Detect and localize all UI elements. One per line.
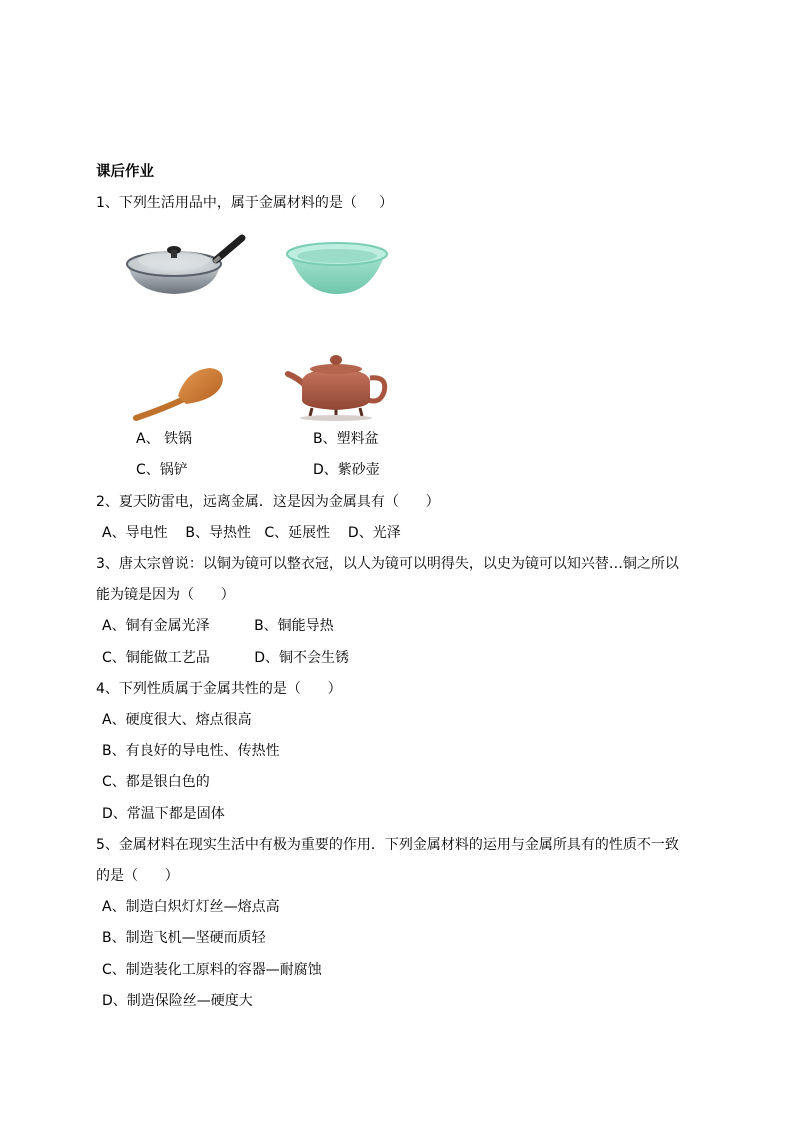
q1-option-a: A、 铁锅 — [136, 431, 193, 447]
q1-option-c: C、锅铲 — [136, 462, 188, 478]
q4-option-c: C、都是银白色的 — [102, 774, 210, 790]
plastic-basin-picture — [283, 240, 391, 296]
q3-options-row2: C、铜能做工艺品 D、铜不会生锈 — [102, 650, 350, 666]
q1-option-d: D、紫砂壶 — [313, 462, 380, 478]
clay-teapot-picture — [284, 348, 392, 422]
q4-option-d: D、常温下都是固体 — [102, 806, 225, 822]
question-5-stem-line2: 的是（ ） — [96, 868, 179, 884]
q3-options-row1: A、铜有金属光泽 B、铜能导热 — [102, 618, 334, 634]
question-4-stem: 4、下列性质属于金属共性的是（ ） — [96, 681, 342, 697]
question-3-stem-line1: 3、唐太宗曾说：以铜为镜可以整衣冠，以人为镜可以明得失，以史为镜可以知兴替…铜之所以 — [96, 556, 679, 572]
q5-option-d: D、制造保险丝—硬度大 — [102, 993, 253, 1009]
q2-options: A、导电性 B、导热性 C、延展性 D、光泽 — [102, 525, 401, 541]
section-title: 课后作业 — [96, 164, 154, 180]
question-1-stem: 1、下列生活用品中，属于金属材料的是（ ） — [96, 195, 394, 211]
wok-picture — [122, 226, 248, 296]
q4-option-b: B、有良好的导电性、传热性 — [102, 743, 280, 759]
q5-option-a: A、制造白炽灯灯丝—熔点高 — [102, 899, 280, 915]
q4-option-a: A、硬度很大、熔点很高 — [102, 712, 252, 728]
question-3-stem-line2: 能为镜是因为（ ） — [96, 587, 235, 603]
q5-option-c: C、制造装化工原料的容器—耐腐蚀 — [102, 962, 322, 978]
question-2-stem: 2、夏天防雷电，远离金属．这是因为金属具有（ ） — [96, 494, 440, 510]
wooden-spatula-picture — [130, 366, 226, 424]
question-5-stem-line1: 5、金属材料在现实生活中有极为重要的作用．下列金属材料的运用与金属所具有的性质不一致 — [96, 837, 679, 853]
q5-option-b: B、制造飞机—坚硬而质轻 — [102, 930, 266, 946]
q1-option-b: B、塑料盆 — [313, 431, 379, 447]
